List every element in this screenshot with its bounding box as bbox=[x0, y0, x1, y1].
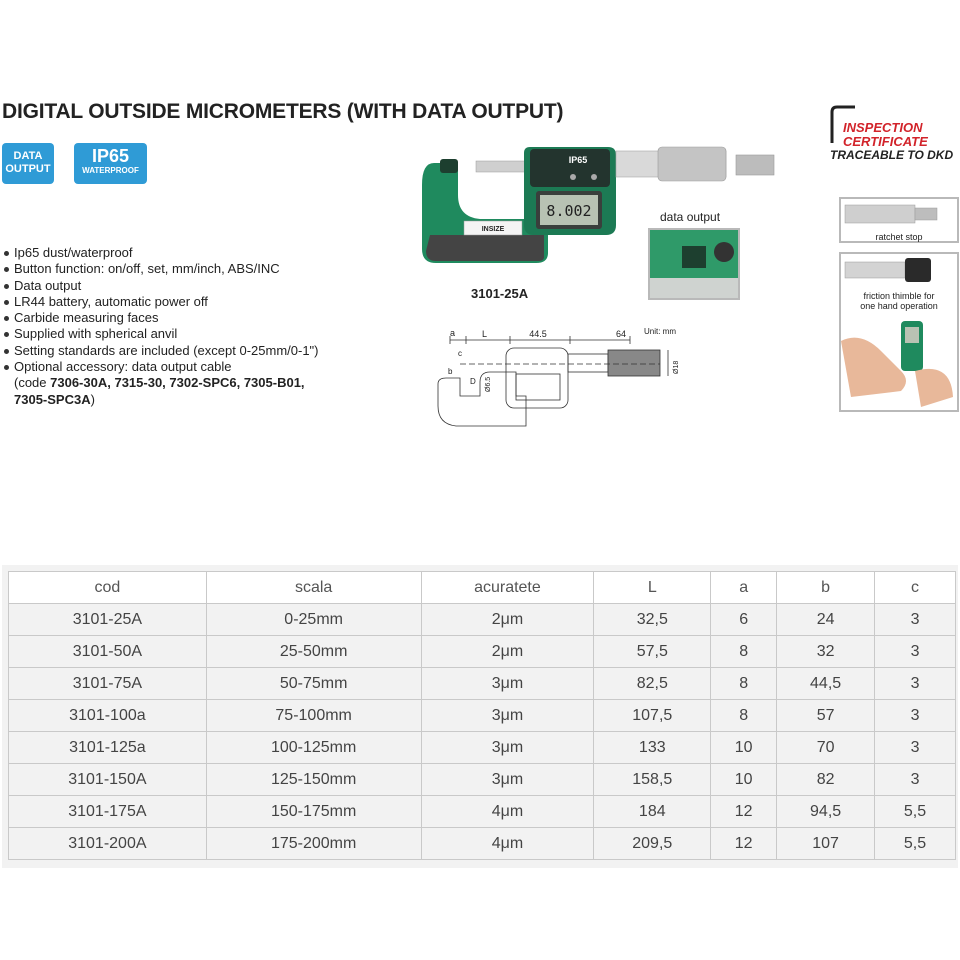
certificate-line1: INSPECTION bbox=[843, 120, 923, 135]
cell-c: 3 bbox=[875, 700, 956, 732]
cell-L: 82,5 bbox=[594, 668, 711, 700]
cell-acuratete: 4μm bbox=[421, 796, 594, 828]
feature-item: Carbide measuring faces bbox=[0, 310, 319, 326]
cell-b: 70 bbox=[777, 732, 875, 764]
micrometer-anvil bbox=[440, 159, 458, 173]
data-output-image bbox=[648, 228, 740, 300]
cell-c: 3 bbox=[875, 604, 956, 636]
cell-acuratete: 3μm bbox=[421, 668, 594, 700]
ip65-label: IP65 bbox=[568, 155, 588, 165]
col-header-b: b bbox=[777, 572, 875, 604]
model-label: 3101-25A bbox=[471, 286, 529, 301]
accessory-codes-suffix: ) bbox=[90, 391, 95, 407]
friction-thimble-caption bbox=[841, 291, 957, 311]
data-output-badge-line1: DATA bbox=[13, 150, 43, 162]
table-row bbox=[9, 636, 956, 668]
cell-a: 8 bbox=[711, 668, 777, 700]
spec-table bbox=[8, 571, 956, 860]
cell-acuratete: 4μm bbox=[421, 828, 594, 860]
accessory-codes-line2: 7305-SPC3A bbox=[14, 391, 91, 407]
cell-scala: 175-200mm bbox=[206, 828, 421, 860]
table-row bbox=[9, 668, 956, 700]
dim-44-5: 44.5 bbox=[529, 329, 547, 339]
cell-c: 3 bbox=[875, 764, 956, 796]
table-row bbox=[9, 796, 956, 828]
accessory-codes-prefix: (code bbox=[14, 375, 51, 391]
dim-diam18: Ø18 bbox=[673, 360, 680, 374]
cell-L: 133 bbox=[594, 732, 711, 764]
cell-c: 3 bbox=[875, 668, 956, 700]
cell-scala: 100-125mm bbox=[206, 732, 421, 764]
feature-item: Button function: on/off, set, mm/inch, ABS/INC bbox=[0, 261, 319, 277]
data-output-caption: data output bbox=[660, 210, 721, 224]
cell-L: 57,5 bbox=[594, 636, 711, 668]
cell-b: 107 bbox=[777, 828, 875, 860]
ratchet-stop-image bbox=[841, 199, 957, 229]
cell-cod: 3101-200A bbox=[9, 828, 207, 860]
lcd-reading: 8.002 bbox=[546, 202, 592, 220]
cell-b: 94,5 bbox=[777, 796, 875, 828]
cell-b: 32 bbox=[777, 636, 875, 668]
data-output-badge-line2: OUTPUT bbox=[5, 163, 51, 175]
ratchet-stop-box bbox=[839, 197, 959, 243]
dimension-drawing bbox=[430, 326, 690, 436]
table-header-row bbox=[9, 572, 956, 604]
col-header-c: c bbox=[875, 572, 956, 604]
feature-item: Setting standards are included (except 0-25mm/0-1") bbox=[0, 343, 319, 359]
hand-operation-image bbox=[841, 311, 957, 411]
cell-cod: 3101-150A bbox=[9, 764, 207, 796]
cell-a: 10 bbox=[711, 732, 777, 764]
cell-b: 82 bbox=[777, 764, 875, 796]
cell-acuratete: 2μm bbox=[421, 604, 594, 636]
cell-a: 8 bbox=[711, 700, 777, 732]
cell-a: 8 bbox=[711, 636, 777, 668]
cell-c: 5,5 bbox=[875, 828, 956, 860]
dim-a: a bbox=[450, 328, 456, 338]
table-row bbox=[9, 700, 956, 732]
micrometer-frame-cover bbox=[426, 235, 544, 261]
friction-thimble-image bbox=[841, 254, 957, 286]
friction-caption-line1: friction thimble for bbox=[863, 291, 935, 301]
cell-a: 12 bbox=[711, 828, 777, 860]
cell-b: 44,5 bbox=[777, 668, 875, 700]
cell-scala: 75-100mm bbox=[206, 700, 421, 732]
accessory-codes-line1: 7306-30A, 7315-30, 7302-SPC6, 7305-B01, bbox=[50, 375, 305, 391]
cell-c: 3 bbox=[875, 636, 956, 668]
cell-cod: 3101-100a bbox=[9, 700, 207, 732]
cell-c: 5,5 bbox=[875, 796, 956, 828]
micrometer-ratchet bbox=[736, 155, 774, 175]
cell-scala: 50-75mm bbox=[206, 668, 421, 700]
certificate-traceable: TRACEABLE TO DKD bbox=[830, 148, 954, 162]
micrometer-thimble bbox=[658, 147, 726, 181]
cell-cod: 3101-175A bbox=[9, 796, 207, 828]
cell-L: 158,5 bbox=[594, 764, 711, 796]
cell-scala: 150-175mm bbox=[206, 796, 421, 828]
cell-cod: 3101-125a bbox=[9, 732, 207, 764]
table-row bbox=[9, 828, 956, 860]
set-button-icon bbox=[570, 174, 576, 180]
table-row bbox=[9, 764, 956, 796]
cell-L: 107,5 bbox=[594, 700, 711, 732]
certificate-logo bbox=[843, 121, 928, 149]
table-row bbox=[9, 732, 956, 764]
col-header-cod: cod bbox=[9, 572, 207, 604]
data-output-badge bbox=[2, 143, 54, 184]
feature-item: LR44 battery, automatic power off bbox=[0, 294, 319, 310]
feature-item: Ip65 dust/waterproof bbox=[0, 245, 319, 261]
cell-cod: 3101-75A bbox=[9, 668, 207, 700]
ratchet-stop-caption: ratchet stop bbox=[875, 232, 923, 242]
dim-c: c bbox=[458, 349, 462, 358]
ip65-badge-title: IP65 bbox=[91, 146, 130, 166]
page-title: DIGITAL OUTSIDE MICROMETERS (WITH DATA OUTPUT) bbox=[2, 100, 564, 123]
cell-cod: 3101-50A bbox=[9, 636, 207, 668]
cell-scala: 25-50mm bbox=[206, 636, 421, 668]
cell-a: 12 bbox=[711, 796, 777, 828]
col-header-L: L bbox=[594, 572, 711, 604]
dim-diam65: Ø6.5 bbox=[485, 376, 492, 392]
col-header-acuratete: acuratete bbox=[421, 572, 594, 604]
dim-d: D bbox=[470, 377, 476, 386]
unit-label: Unit: mm bbox=[644, 327, 676, 336]
dim-L: L bbox=[482, 329, 488, 339]
cell-b: 24 bbox=[777, 604, 875, 636]
mode-button-icon bbox=[591, 174, 597, 180]
cell-b: 57 bbox=[777, 700, 875, 732]
cell-a: 10 bbox=[711, 764, 777, 796]
friction-thimble-box bbox=[839, 252, 959, 412]
table-row bbox=[9, 604, 956, 636]
cell-acuratete: 2μm bbox=[421, 636, 594, 668]
data-output-port-icon bbox=[650, 230, 738, 298]
cell-L: 209,5 bbox=[594, 828, 711, 860]
certificate-line2: CERTIFICATE bbox=[843, 134, 928, 149]
ip65-badge bbox=[74, 143, 147, 184]
dim-b: b bbox=[448, 367, 453, 376]
col-header-a: a bbox=[711, 572, 777, 604]
cell-L: 32,5 bbox=[594, 604, 711, 636]
friction-caption-line2: one hand operation bbox=[860, 301, 938, 311]
cell-c: 3 bbox=[875, 732, 956, 764]
cell-acuratete: 3μm bbox=[421, 764, 594, 796]
cell-scala: 125-150mm bbox=[206, 764, 421, 796]
micrometer-spindle bbox=[476, 161, 526, 172]
cell-acuratete: 3μm bbox=[421, 700, 594, 732]
accessory-codes bbox=[0, 375, 319, 391]
brand-label: INSIZE bbox=[481, 226, 505, 233]
feature-item: Optional accessory: data output cable bbox=[0, 359, 319, 375]
col-header-scala: scala bbox=[206, 572, 421, 604]
feature-list bbox=[0, 245, 319, 408]
cell-a: 6 bbox=[711, 604, 777, 636]
cell-L: 184 bbox=[594, 796, 711, 828]
cell-acuratete: 3μm bbox=[421, 732, 594, 764]
dim-64: 64 bbox=[616, 329, 627, 339]
feature-item: Supplied with spherical anvil bbox=[0, 326, 319, 342]
ip65-badge-subtitle: WATERPROOF bbox=[82, 166, 139, 175]
cell-cod: 3101-25A bbox=[9, 604, 207, 636]
feature-item: Data output bbox=[0, 278, 319, 294]
accessory-codes-cont bbox=[0, 392, 319, 408]
cell-scala: 0-25mm bbox=[206, 604, 421, 636]
